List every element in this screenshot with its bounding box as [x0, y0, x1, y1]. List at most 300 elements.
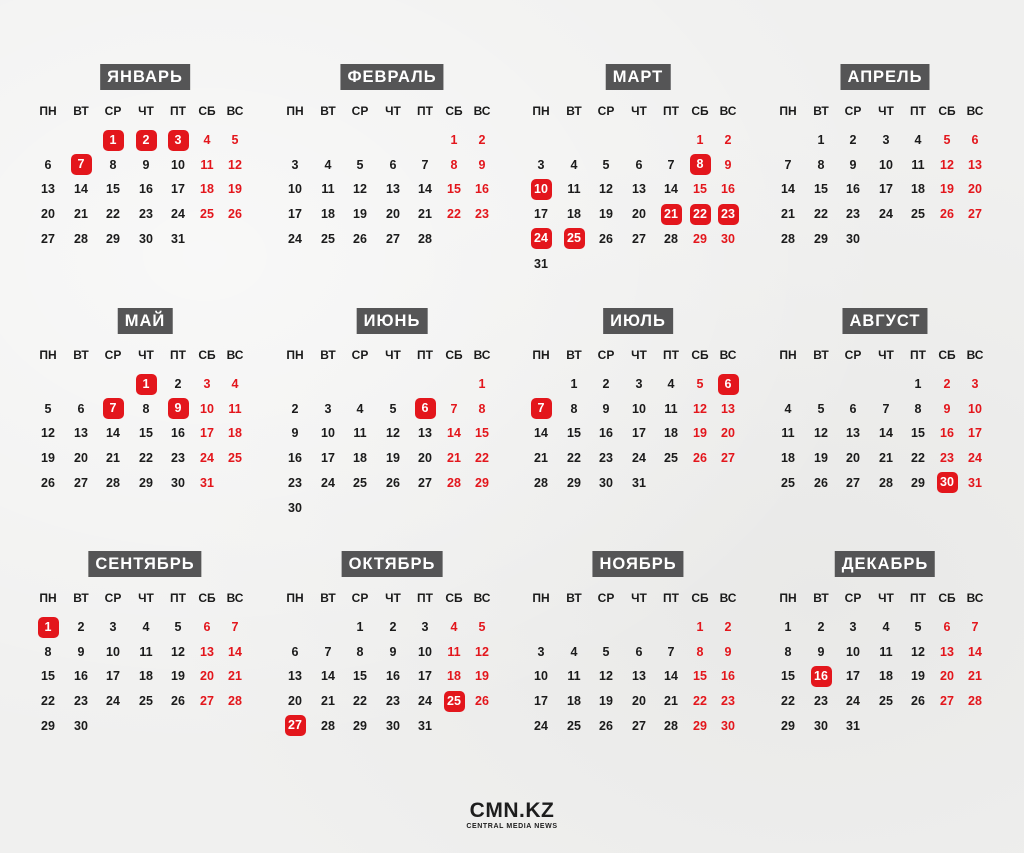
- logo: [0, 800, 1024, 832]
- month-title: АВГУСТ: [842, 308, 927, 334]
- day-cell: 16: [139, 182, 153, 197]
- day-cell: 27: [721, 451, 735, 466]
- day-cell: 28: [664, 231, 678, 246]
- day-cell: 16: [386, 669, 400, 684]
- day-cell: 4: [203, 133, 211, 147]
- day-cell: 2: [174, 377, 182, 391]
- day-cell: 6: [44, 157, 52, 172]
- day-cell: 10: [200, 401, 214, 416]
- weekday-header: СБ: [691, 104, 709, 118]
- day-cell: 14: [664, 182, 678, 197]
- day-cell-holiday: 23: [718, 204, 739, 225]
- day-cell: 26: [940, 207, 954, 222]
- day-cell: 19: [814, 451, 828, 466]
- day-cell: 19: [693, 426, 707, 441]
- day-cell: 1: [817, 133, 825, 147]
- day-cell: 6: [77, 401, 85, 416]
- day-cell: 13: [41, 182, 55, 197]
- weekday-header: ПН: [39, 348, 57, 362]
- day-cell: 27: [632, 718, 646, 733]
- day-cell: 8: [450, 157, 458, 172]
- day-cell: 14: [968, 644, 982, 659]
- day-cell: 22: [814, 207, 828, 222]
- weekday-header: ЧТ: [138, 104, 154, 118]
- day-cell: 2: [389, 620, 397, 634]
- day-cell: 17: [418, 669, 432, 684]
- day-cell: 4: [231, 377, 239, 391]
- weekday-header: ЧТ: [138, 348, 154, 362]
- day-cell: 2: [602, 377, 610, 391]
- day-cell: 26: [41, 475, 55, 490]
- day-cell: 5: [602, 644, 610, 659]
- weekday-header: ПН: [286, 348, 304, 362]
- day-cell: 19: [475, 669, 489, 684]
- weekday-header: ЧТ: [631, 348, 647, 362]
- day-cell-holiday: 7: [71, 154, 92, 175]
- weekday-header: ВТ: [566, 591, 582, 605]
- day-cell: 16: [846, 182, 860, 197]
- day-cell: 29: [693, 718, 707, 733]
- day-cell: 6: [203, 620, 211, 634]
- day-cell: 13: [968, 157, 982, 172]
- day-cell: 29: [139, 475, 153, 490]
- day-cell: 8: [44, 644, 52, 659]
- weekday-header: ПН: [779, 348, 797, 362]
- day-cell: 27: [968, 207, 982, 222]
- weekday-header: ВТ: [73, 348, 89, 362]
- day-cell: 30: [814, 718, 828, 733]
- month-7: [493, 308, 737, 538]
- month-3: [493, 64, 737, 294]
- weekday-header: ПТ: [417, 348, 433, 362]
- day-cell: 12: [814, 426, 828, 441]
- day-cell: 20: [41, 207, 55, 222]
- day-cell-holiday: 1: [103, 130, 124, 151]
- weekday-header: ЧТ: [385, 591, 401, 605]
- day-cell: 8: [784, 644, 792, 659]
- day-cell: 23: [139, 207, 153, 222]
- month-title: АПРЕЛЬ: [840, 64, 929, 90]
- day-cell: 3: [291, 157, 299, 172]
- day-cell: 21: [879, 451, 893, 466]
- weekday-header: СБ: [198, 591, 216, 605]
- day-cell: 10: [632, 401, 646, 416]
- day-cell: 11: [228, 401, 242, 416]
- day-cell: 30: [721, 231, 735, 246]
- day-cell: 19: [41, 451, 55, 466]
- day-cell: 20: [968, 182, 982, 197]
- day-cell: 28: [321, 718, 335, 733]
- weekday-header: ПТ: [170, 591, 186, 605]
- day-cell: 16: [288, 451, 302, 466]
- weekday-header: ЧТ: [878, 348, 894, 362]
- weekday-header: СБ: [445, 591, 463, 605]
- day-cell: 18: [664, 426, 678, 441]
- weekday-header: ПН: [39, 591, 57, 605]
- day-cell: 8: [109, 157, 117, 172]
- day-cell: 27: [386, 231, 400, 246]
- day-cell: 11: [321, 182, 335, 197]
- day-cell: 22: [693, 694, 707, 709]
- day-cell: 15: [814, 182, 828, 197]
- month-title: СЕНТЯБРЬ: [88, 551, 201, 577]
- day-cell: 1: [450, 133, 458, 147]
- day-cell: 31: [534, 256, 548, 271]
- day-cell: 9: [602, 401, 610, 416]
- day-cell: 22: [567, 451, 581, 466]
- day-cell: 9: [943, 401, 951, 416]
- day-cell: 23: [171, 451, 185, 466]
- weekday-header: ЧТ: [385, 104, 401, 118]
- day-cell-holiday: 9: [168, 398, 189, 419]
- day-cell: 13: [632, 669, 646, 684]
- weekday-header: СБ: [938, 104, 956, 118]
- day-cell: 22: [353, 694, 367, 709]
- day-cell: 22: [41, 694, 55, 709]
- weekday-header: ВС: [966, 104, 984, 118]
- weekday-header: ПТ: [910, 591, 926, 605]
- day-cell: 21: [106, 451, 120, 466]
- day-cell: 14: [228, 644, 242, 659]
- day-cell: 2: [724, 620, 732, 634]
- day-cell: 23: [814, 694, 828, 709]
- day-cell: 5: [44, 401, 52, 416]
- day-cell: 8: [817, 157, 825, 172]
- day-cell: 26: [814, 475, 828, 490]
- day-cell: 26: [475, 694, 489, 709]
- month-title: ЯНВАРЬ: [100, 64, 190, 90]
- day-cell: 20: [386, 207, 400, 222]
- day-cell-holiday: 6: [415, 398, 436, 419]
- day-cell: 12: [693, 401, 707, 416]
- day-cell: 24: [288, 231, 302, 246]
- day-cell: 17: [846, 669, 860, 684]
- day-cell: 10: [418, 644, 432, 659]
- weekday-header: СР: [104, 591, 122, 605]
- day-cell: 26: [386, 475, 400, 490]
- weekday-header: ВТ: [320, 348, 336, 362]
- day-cell: 13: [846, 426, 860, 441]
- day-cell: 10: [846, 644, 860, 659]
- day-cell: 21: [447, 451, 461, 466]
- day-cell: 6: [635, 157, 643, 172]
- day-cell: 17: [171, 182, 185, 197]
- day-cell: 22: [139, 451, 153, 466]
- weekday-header: ЧТ: [138, 591, 154, 605]
- day-cell: 11: [567, 182, 581, 197]
- weekday-header: ПН: [779, 104, 797, 118]
- day-cell: 25: [911, 207, 925, 222]
- day-cell: 15: [139, 426, 153, 441]
- day-cell: 30: [386, 718, 400, 733]
- month-6: [247, 308, 491, 538]
- day-cell: 17: [321, 451, 335, 466]
- day-cell: 4: [667, 377, 675, 391]
- day-cell: 1: [570, 377, 578, 391]
- day-cell: 29: [106, 231, 120, 246]
- weekday-header: СР: [844, 591, 862, 605]
- day-cell-holiday: 27: [285, 715, 306, 736]
- day-cell: 17: [534, 207, 548, 222]
- weekday-header: ПТ: [417, 104, 433, 118]
- day-cell: 11: [879, 644, 893, 659]
- month-title: ФЕВРАЛЬ: [340, 64, 443, 90]
- day-cell: 24: [200, 451, 214, 466]
- day-cell: 12: [911, 644, 925, 659]
- weekday-header: ПТ: [910, 104, 926, 118]
- day-cell: 20: [288, 694, 302, 709]
- day-cell: 1: [784, 620, 792, 634]
- weekday-header: ВС: [719, 104, 737, 118]
- day-cell: 21: [228, 669, 242, 684]
- month-4: [740, 64, 984, 294]
- weekday-header: СБ: [198, 348, 216, 362]
- weekday-header: СР: [104, 104, 122, 118]
- day-cell: 18: [200, 182, 214, 197]
- day-cell: 18: [879, 669, 893, 684]
- day-cell: 1: [696, 620, 704, 634]
- day-cell: 5: [696, 377, 704, 391]
- day-cell: 8: [696, 644, 704, 659]
- day-cell: 15: [693, 182, 707, 197]
- day-cell: 12: [228, 157, 242, 172]
- weekday-header: ПТ: [170, 348, 186, 362]
- weekday-header: ПН: [532, 104, 550, 118]
- day-cell: 16: [74, 669, 88, 684]
- day-cell: 2: [849, 133, 857, 147]
- day-cell: 28: [534, 475, 548, 490]
- day-cell: 24: [846, 694, 860, 709]
- day-cell: 23: [288, 475, 302, 490]
- day-cell-holiday: 7: [531, 398, 552, 419]
- weekday-header: СР: [597, 348, 615, 362]
- weekday-header: ПН: [532, 348, 550, 362]
- day-cell: 3: [635, 377, 643, 391]
- day-cell: 22: [781, 694, 795, 709]
- day-cell: 2: [943, 377, 951, 391]
- day-cell: 29: [567, 475, 581, 490]
- day-cell: 24: [968, 451, 982, 466]
- day-cell: 7: [667, 644, 675, 659]
- day-cell: 17: [534, 694, 548, 709]
- day-cell: 13: [74, 426, 88, 441]
- day-cell: 29: [41, 718, 55, 733]
- month-title: ДЕКАБРЬ: [835, 551, 935, 577]
- day-cell: 4: [882, 620, 890, 634]
- day-cell: 10: [534, 669, 548, 684]
- weekday-header: ВТ: [813, 348, 829, 362]
- weekday-header: ЧТ: [385, 348, 401, 362]
- day-cell: 20: [632, 207, 646, 222]
- day-cell: 29: [693, 231, 707, 246]
- day-cell: 1: [696, 133, 704, 147]
- weekday-header: СБ: [938, 348, 956, 362]
- day-cell: 15: [106, 182, 120, 197]
- logo-sub-text: CENTRAL MEDIA NEWS: [466, 823, 558, 830]
- weekday-header: СБ: [938, 591, 956, 605]
- day-cell: 7: [450, 401, 458, 416]
- day-cell: 11: [911, 157, 925, 172]
- weekday-header: ВС: [966, 348, 984, 362]
- day-cell: 27: [940, 694, 954, 709]
- day-cell: 15: [353, 669, 367, 684]
- day-cell: 26: [599, 231, 613, 246]
- day-cell: 21: [781, 207, 795, 222]
- day-cell: 12: [599, 182, 613, 197]
- day-cell: 31: [418, 718, 432, 733]
- weekday-header: ПН: [286, 104, 304, 118]
- day-cell: 20: [200, 669, 214, 684]
- month-2: [247, 64, 491, 294]
- day-cell: 21: [968, 669, 982, 684]
- day-cell: 20: [74, 451, 88, 466]
- day-cell: 18: [567, 207, 581, 222]
- day-cell: 20: [632, 694, 646, 709]
- day-cell: 30: [721, 718, 735, 733]
- day-cell: 17: [200, 426, 214, 441]
- day-cell: 16: [475, 182, 489, 197]
- day-cell: 18: [353, 451, 367, 466]
- day-cell: 24: [171, 207, 185, 222]
- day-cell-holiday: 21: [661, 204, 682, 225]
- day-cell: 7: [971, 620, 979, 634]
- day-cell-holiday: 1: [136, 374, 157, 395]
- day-cell: 17: [632, 426, 646, 441]
- day-cell: 16: [171, 426, 185, 441]
- day-cell: 29: [781, 718, 795, 733]
- day-cell: 20: [940, 669, 954, 684]
- weekday-header: СР: [844, 104, 862, 118]
- day-cell: 31: [846, 718, 860, 733]
- day-cell: 23: [475, 207, 489, 222]
- day-cell: 30: [171, 475, 185, 490]
- day-cell: 25: [879, 694, 893, 709]
- day-cell: 15: [41, 669, 55, 684]
- day-cell: 2: [77, 620, 85, 634]
- day-cell: 28: [418, 231, 432, 246]
- day-cell: 14: [418, 182, 432, 197]
- day-cell: 15: [781, 669, 795, 684]
- day-cell: 17: [968, 426, 982, 441]
- day-cell: 22: [911, 451, 925, 466]
- weekday-header: ВС: [719, 348, 737, 362]
- day-cell: 3: [324, 401, 332, 416]
- day-cell: 21: [664, 694, 678, 709]
- weekday-header: ПТ: [417, 591, 433, 605]
- day-cell: 18: [447, 669, 461, 684]
- day-cell: 13: [288, 669, 302, 684]
- month-title: ИЮЛЬ: [603, 308, 673, 334]
- day-cell: 5: [914, 620, 922, 634]
- weekday-header: ЧТ: [878, 104, 894, 118]
- day-cell: 5: [231, 133, 239, 147]
- month-11: [493, 551, 737, 781]
- day-cell: 22: [447, 207, 461, 222]
- day-cell: 4: [570, 644, 578, 659]
- weekday-header: ПН: [532, 591, 550, 605]
- day-cell: 14: [447, 426, 461, 441]
- day-cell: 3: [882, 133, 890, 147]
- day-cell: 26: [228, 207, 242, 222]
- day-cell: 7: [784, 157, 792, 172]
- day-cell-holiday: 10: [531, 179, 552, 200]
- day-cell: 6: [389, 157, 397, 172]
- day-cell: 11: [567, 669, 581, 684]
- day-cell: 12: [599, 669, 613, 684]
- day-cell: 29: [814, 231, 828, 246]
- day-cell: 15: [475, 426, 489, 441]
- day-cell: 24: [418, 694, 432, 709]
- day-cell: 7: [324, 644, 332, 659]
- weekday-header: СР: [104, 348, 122, 362]
- day-cell: 9: [291, 426, 299, 441]
- day-cell: 14: [321, 669, 335, 684]
- day-cell: 5: [602, 157, 610, 172]
- day-cell: 14: [664, 669, 678, 684]
- day-cell: 26: [693, 451, 707, 466]
- day-cell: 28: [968, 694, 982, 709]
- month-title: ОКТЯБРЬ: [342, 551, 443, 577]
- weekday-header: ПТ: [910, 348, 926, 362]
- day-cell-holiday: 25: [444, 691, 465, 712]
- day-cell: 11: [353, 426, 367, 441]
- day-cell: 13: [940, 644, 954, 659]
- day-cell: 2: [724, 133, 732, 147]
- day-cell: 31: [171, 231, 185, 246]
- day-cell: 19: [911, 669, 925, 684]
- day-cell: 30: [846, 231, 860, 246]
- month-1: [0, 64, 244, 294]
- day-cell: 4: [356, 401, 364, 416]
- day-cell: 8: [478, 401, 486, 416]
- day-cell: 4: [324, 157, 332, 172]
- day-cell: 24: [321, 475, 335, 490]
- day-cell: 14: [106, 426, 120, 441]
- weekday-header: СР: [351, 591, 369, 605]
- day-cell-holiday: 22: [690, 204, 711, 225]
- day-cell: 15: [447, 182, 461, 197]
- day-cell: 25: [321, 231, 335, 246]
- day-cell-holiday: 25: [564, 228, 585, 249]
- day-cell: 13: [418, 426, 432, 441]
- weekday-header: СР: [351, 348, 369, 362]
- day-cell: 24: [879, 207, 893, 222]
- day-cell: 15: [693, 669, 707, 684]
- day-cell: 14: [879, 426, 893, 441]
- day-cell: 30: [139, 231, 153, 246]
- day-cell: 31: [632, 475, 646, 490]
- day-cell: 3: [537, 644, 545, 659]
- weekday-header: ВС: [966, 591, 984, 605]
- month-5: [0, 308, 244, 538]
- day-cell: 28: [664, 718, 678, 733]
- day-cell: 1: [478, 377, 486, 391]
- day-cell: 9: [389, 644, 397, 659]
- day-cell: 19: [228, 182, 242, 197]
- day-cell: 2: [291, 401, 299, 416]
- day-cell: 3: [109, 620, 117, 634]
- day-cell-holiday: 7: [103, 398, 124, 419]
- day-cell: 7: [882, 401, 890, 416]
- day-cell: 25: [664, 451, 678, 466]
- weekday-header: ПТ: [663, 591, 679, 605]
- day-cell: 18: [781, 451, 795, 466]
- day-cell: 17: [879, 182, 893, 197]
- day-cell: 10: [288, 182, 302, 197]
- day-cell: 3: [537, 157, 545, 172]
- day-cell: 12: [475, 644, 489, 659]
- day-cell: 19: [386, 451, 400, 466]
